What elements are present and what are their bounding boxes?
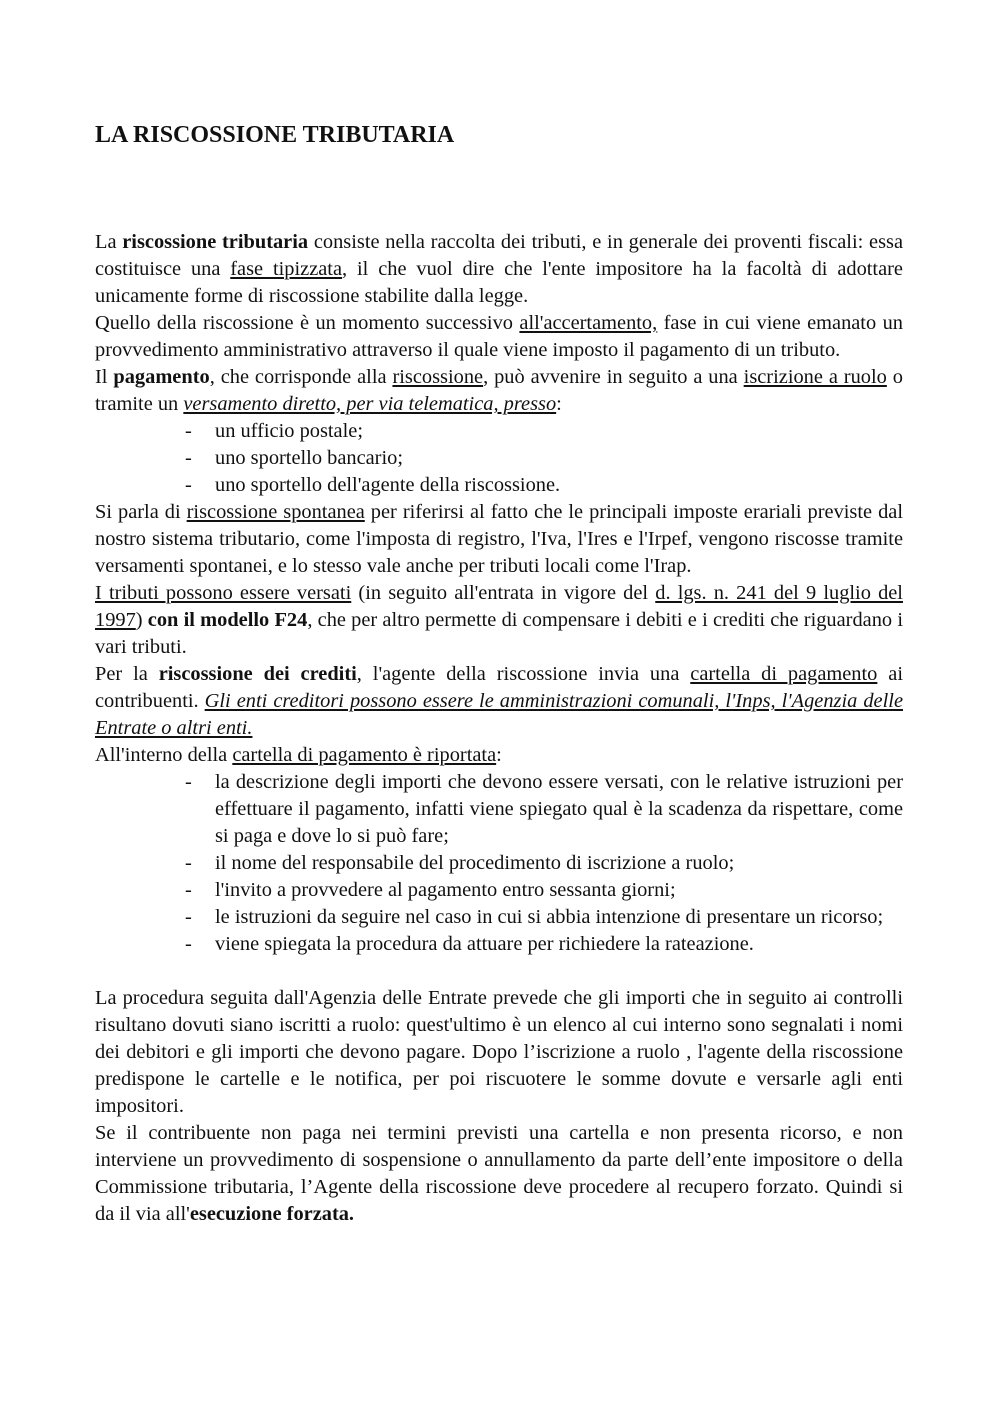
text-run: Per la	[95, 663, 159, 685]
text-run: (in seguito all'entrata in vigore del	[351, 582, 656, 604]
bold-term: con il modello F24	[147, 609, 308, 631]
text-run: , il che vuol dire che l'ente impositore ha la facoltà di adottare unicamente forme di riscossione stabilite dalla legge.	[95, 258, 903, 307]
text-run: ai contribuenti.	[95, 663, 903, 712]
text-run: consiste nella raccolta dei tributi, e in generale dei proventi fiscali: essa costituisce una	[95, 231, 904, 280]
text-run: La	[95, 231, 123, 253]
text-run: Quello della riscossione è un momento successivo	[95, 312, 520, 334]
paragraph-modello-f24	[95, 580, 903, 661]
underlined-italic-term: versamento diretto, per via telematica, presso	[183, 393, 557, 415]
text-run: )	[135, 609, 148, 631]
underlined-term: cartella di pagamento è riportata	[232, 744, 497, 766]
text-run: , che per altro permette di compensare i debiti e i crediti che riguardano i vari tributi.	[95, 609, 903, 658]
bold-term: pagamento	[113, 366, 210, 388]
underlined-term: all'accertamento,	[519, 312, 658, 334]
text-run: Se il contribuente non paga nei termini previsti una cartella e non presenta ricorso, e non interviene un provvedimento di sospensione o annullamento da parte dell’ente impositore o della Commissione tributaria, l’Agente della riscossione deve procedere al recupero forzato. Quindi si da il via all'	[95, 1122, 903, 1225]
document-title: LA RISCOSSIONE TRIBUTARIA	[95, 122, 455, 148]
underlined-term: cartella di pagamento	[690, 663, 878, 685]
underlined-term: d. lgs. n. 241 del 9 luglio del 1997	[95, 582, 903, 631]
bold-term: esecuzione forzata.	[189, 1203, 355, 1225]
list-item: - la descrizione degli importi che devono essere versati, con le relative istruzioni per effettuare il pagamento, infatti viene spiegato qual è la scadenza da rispettare, come si paga e dove lo si può fare;	[215, 769, 903, 850]
bold-term: riscossione tributaria	[122, 231, 309, 253]
cartella-contents-list	[95, 769, 903, 958]
paragraph-esecuzione-forzata	[95, 1120, 903, 1228]
text-run: fase in cui viene emanato un provvedimento amministrativo attraverso il quale viene imposto il pagamento di un tributo.	[95, 312, 903, 361]
list-item: - viene spiegata la procedura da attuare per richiedere la rateazione.	[215, 931, 903, 958]
paragraph-definition	[95, 229, 903, 310]
text-run: , che corrisponde alla	[209, 366, 393, 388]
list-item: - uno sportello dell'agente della riscossione.	[215, 472, 903, 499]
text-run: , può avvenire in seguito a una	[483, 366, 744, 388]
underlined-term: I tributi possono essere versati	[95, 582, 352, 604]
list-item: - uno sportello bancario;	[215, 445, 903, 472]
list-item: - un ufficio postale;	[215, 418, 903, 445]
text-run: All'interno della	[95, 744, 233, 766]
text-run: , l'agente della riscossione invia una	[356, 663, 691, 685]
paragraph-spacer	[95, 958, 903, 985]
list-item: - le istruzioni da seguire nel caso in cui si abbia intenzione di presentare un ricorso;	[215, 904, 903, 931]
list-item: - il nome del responsabile del procedimento di iscrizione a ruolo;	[215, 850, 903, 877]
paragraph-accertamento	[95, 310, 903, 364]
paragraph-riscossione-spontanea	[95, 499, 903, 580]
text-run: o tramite un	[95, 366, 903, 415]
text-run: per riferirsi al fatto che le principali imposte erariali previste dal nostro sistema tributario, come l'imposta di registro, l'Iva, l'Ires e l'Irpef, vengono riscosse tramite versamenti spontanei, e lo stesso vale anche per tributi locali come l'Irap.	[95, 501, 903, 577]
text-run: Si parla di	[95, 501, 187, 523]
list-item: - l'invito a provvedere al pagamento entro sessanta giorni;	[215, 877, 903, 904]
underlined-term: iscrizione a ruolo	[743, 366, 887, 388]
bold-term: riscossione dei crediti	[158, 663, 357, 685]
text-run: :	[496, 744, 502, 766]
paragraph-pagamento	[95, 364, 903, 418]
underlined-term: fase tipizzata	[230, 258, 343, 280]
paragraph-crediti	[95, 661, 903, 742]
underlined-italic-term: Gli enti creditori possono essere le amministrazioni comunali, l'Inps, l'Agenzia delle Entrate o altri enti.	[95, 690, 903, 739]
underlined-term: riscossione	[392, 366, 484, 388]
document-body	[95, 229, 903, 1228]
text-run: :	[556, 393, 562, 415]
underlined-term: riscossione spontanea	[186, 501, 365, 523]
text-run: Il	[95, 366, 114, 388]
paragraph-procedura: La procedura seguita dall'Agenzia delle Entrate prevede che gli importi che in seguito ai controlli risultano dovuti siano iscritti a ruolo: quest'ultimo è un elenco al cui interno sono segnalati i nomi dei debitori e gli importi che devono pagare. Dopo l’iscrizione a ruolo , l'agente della riscossione predispone le cartelle e le notifica, per poi riscuotere le somme dovute e versarle agli enti impositori.	[95, 987, 903, 1117]
payment-places-list	[95, 418, 903, 499]
paragraph-cartella-intro	[95, 742, 903, 769]
